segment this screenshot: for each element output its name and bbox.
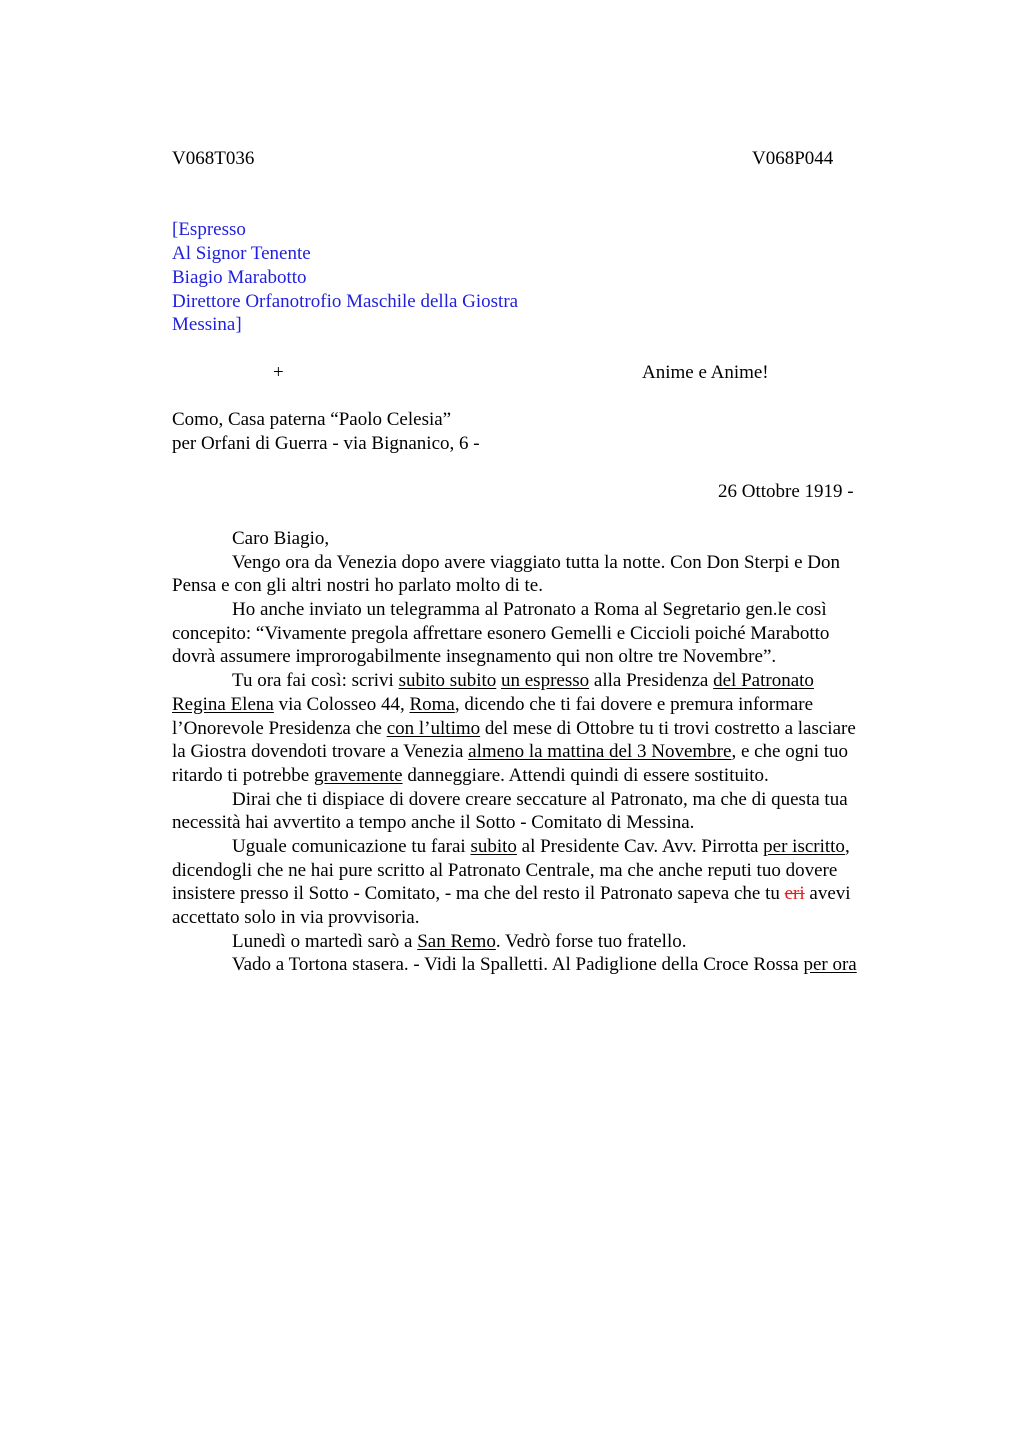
- body-line: Regina Elena via Colosseo 44, Roma, dicendo che ti fai dovere e premura informare: [172, 693, 814, 715]
- struck-text: eri: [784, 883, 805, 905]
- body-line: dicendogli che ne hai pure scritto al Patronato Centrale, ma che anche reputi tuo dovere: [172, 859, 838, 881]
- letter-body: [172, 527, 932, 977]
- body-line: Vado a Tortona stasera. - Vidi la Spalletti. Al Padiglione della Croce Rossa per ora: [232, 954, 857, 976]
- letter-date: 26 Ottobre 1919 -: [718, 481, 854, 502]
- underlined-text: subito subito: [398, 670, 497, 692]
- sender-line-1: Como, Casa paterna “Paolo Celesia”: [172, 409, 452, 430]
- underlined-text: Roma: [409, 693, 455, 715]
- doc-id-left: V068T036: [172, 148, 255, 169]
- address-line-2: Al Signor Tenente: [172, 243, 311, 264]
- body-line: Uguale comunicazione tu farai subito al Presidente Cav. Avv. Pirrotta per iscritto,: [232, 835, 850, 857]
- body-line: Pensa e con gli altri nostri ho parlato molto di te.: [172, 575, 543, 597]
- underlined-text: gravemente: [313, 764, 403, 786]
- underlined-text: almeno la mattina del 3 Novembre: [468, 741, 732, 763]
- underlined-text: del Patronato: [713, 670, 814, 692]
- body-line: insistere presso il Sotto - Comitato, - ma che del resto il Patronato sapeva che tu eri avevi: [172, 883, 851, 905]
- greeting: Caro Biagio,: [232, 528, 330, 549]
- body-line: l’Onorevole Presidenza che con l’ultimo del mese di Ottobre tu ti trovi costretto a lasciare: [172, 717, 856, 739]
- underlined-text: per iscritto: [763, 835, 845, 857]
- body-line: concepito: “Vivamente pregola affrettare esonero Gemelli e Ciccioli poiché Marabotto: [172, 622, 830, 644]
- sender-line-2: per Orfani di Guerra - via Bignanico, 6 -: [172, 433, 480, 454]
- underlined-text: un espresso: [501, 670, 590, 692]
- body-line: Lunedì o martedì sarò a San Remo. Vedrò forse tuo fratello.: [232, 930, 687, 952]
- body-line: dovrà assumere improrogabilmente insegnamento qui non oltre tre Novembre”.: [172, 646, 777, 668]
- motto: Anime e Anime!: [642, 362, 769, 383]
- address-line-5: Messina]: [172, 314, 242, 335]
- doc-id-right: V068P044: [752, 148, 834, 169]
- body-line: Dirai che ti dispiace di dovere creare seccature al Patronato, ma che di questa tua: [232, 788, 848, 810]
- underlined-text: San Remo: [417, 930, 496, 952]
- underlined-text: per ora: [803, 954, 857, 976]
- address-line-1: [Espresso: [172, 219, 246, 240]
- body-line: ritardo ti potrebbe gravemente danneggiare. Attendi quindi di essere sostituito.: [172, 764, 769, 786]
- body-line: la Giostra dovendoti trovare a Venezia almeno la mattina del 3 Novembre, e che ogni tuo: [172, 741, 849, 763]
- address-line-4: Direttore Orfanotrofio Maschile della Giostra: [172, 291, 519, 312]
- underlined-text: con l’ultimo: [386, 717, 481, 739]
- body-line: necessità hai avvertito a tempo anche il Sotto - Comitato di Messina.: [172, 812, 695, 834]
- cross-symbol: +: [273, 362, 284, 383]
- underlined-text: subito: [470, 835, 517, 857]
- address-line-3: Biagio Marabotto: [172, 267, 307, 288]
- underlined-text: Regina Elena: [172, 693, 274, 715]
- body-line: Tu ora fai così: scrivi subito subito un espresso alla Presidenza del Patronato: [232, 670, 814, 692]
- body-line: Ho anche inviato un telegramma al Patronato a Roma al Segretario gen.le così: [232, 599, 827, 621]
- body-line: Vengo ora da Venezia dopo avere viaggiato tutta la notte. Con Don Sterpi e Don: [232, 551, 841, 573]
- body-line: accettato solo in via provvisoria.: [172, 907, 420, 928]
